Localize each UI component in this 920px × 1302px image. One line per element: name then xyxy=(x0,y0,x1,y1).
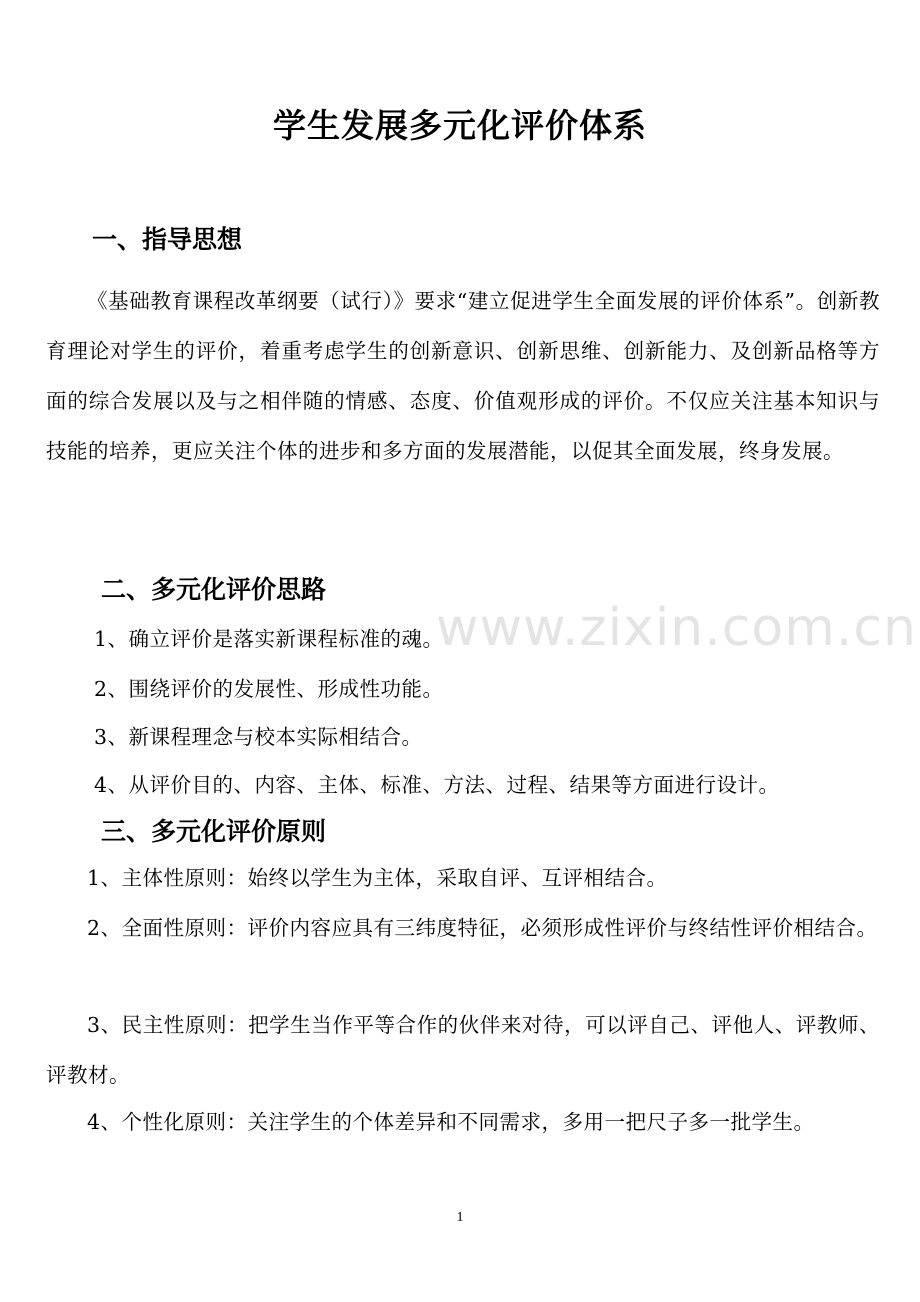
principle-item: 4、个性化原则：关注学生的个体差异和不同需求，多用一把尺子多一批学生。 xyxy=(87,1110,815,1134)
principle-item: 1、主体性原则：始终以学生为主体，采取自评、互评相结合。 xyxy=(87,866,668,890)
principle-item: 3、民主性原则：把学生当作平等合作的伙伴来对待，可以评自己、评他人、评教师、评教材。 xyxy=(46,1013,880,1087)
principle-item: 2、全面性原则：评价内容应具有三纬度特征，必须形成性评价与终结性评价相结合。 xyxy=(87,916,878,940)
page-number: 1 xyxy=(456,1210,464,1225)
approach-item: 3、新课程理念与校本实际相结合。 xyxy=(94,725,423,749)
approach-item: 2、围绕评价的发展性、形成性功能。 xyxy=(94,677,444,701)
approach-item: 1、确立评价是落实新课程标准的魂。 xyxy=(94,627,444,651)
section-heading-approach: 二、多元化评价思路 xyxy=(101,575,327,604)
watermark: www.zixin.com.cn xyxy=(436,598,917,658)
section-heading-principles: 三、多元化评价原则 xyxy=(101,817,327,846)
approach-item: 4、从评价目的、内容、主体、标准、方法、过程、结果等方面进行设计。 xyxy=(94,773,780,797)
page-title: 学生发展多元化评价体系 xyxy=(273,106,647,145)
guiding-paragraph: 《基础教育课程改革纲要（试行）》要求“建立促进学生全面发展的评价体系”。创新教育理论对学生的评价，着重考虑学生的创新意识、创新思维、创新能力、及创新品格等方面的综合发展以及与之相伴随的情感、态度、价值观形成的评价。不仅应关注基本知识与技能的培养，更应关注个体的进步和多方面的发展潜能，以促其全面发展，终身发展。 xyxy=(46,289,880,463)
section-heading-guiding: 一、指导思想 xyxy=(92,225,243,254)
